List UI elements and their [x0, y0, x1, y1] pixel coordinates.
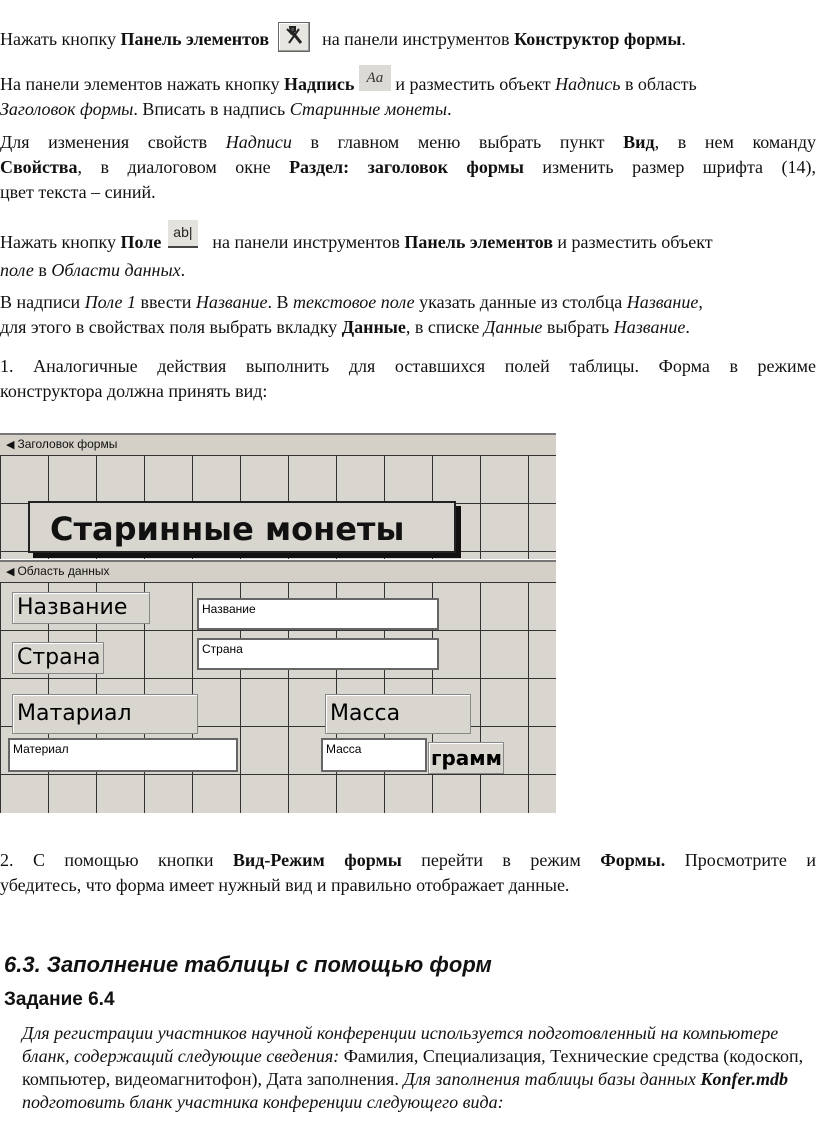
label-tool-icon: Aa — [359, 65, 391, 91]
label-country[interactable]: Страна — [12, 642, 104, 674]
instruction-5: В надписи Поле 1 ввести Название. В текстовое поле указать данные из столбца Название, для этого в свойствах поля выбрать вкладку Данные, в списке Данные выбрать Название. — [0, 292, 703, 337]
label-unit-gram[interactable]: грамм — [428, 742, 504, 774]
task-heading-6-4: Задание 6.4 — [4, 989, 115, 1010]
hammer-toolbox-icon — [278, 22, 310, 52]
header-grid — [0, 455, 556, 559]
section-heading-6-3: 6.3. Заполнение таблицы с помощью форм — [4, 952, 492, 977]
section-header-form-header[interactable]: ◀ Заголовок формы — [0, 433, 556, 456]
field-country[interactable]: Страна — [197, 638, 439, 670]
textbox-tool-icon: ab| — [168, 220, 198, 248]
instruction-3: Для изменения свойств Надписи в главном меню выбрать пункт Вид, в нем команду Свойства, в диалоговом окне Раздел: заголовок формы изменить размер шрифта (14), цвет текста – синий. — [0, 132, 816, 202]
instruction-4: Нажать кнопку Поле ab| на панели инструментов Панель элементов и разместить объект поле в Области данных. — [0, 230, 816, 283]
instruction-7: 2. С помощью кнопки Вид-Режим формы перейти в режим Формы. Просмотрите и убедитесь, что форма имеет нужный вид и правильно отображает данные. — [0, 850, 816, 895]
arrow-left-icon: ◀ — [6, 566, 15, 578]
instruction-6: 1. Аналогичные действия выполнить для оставшихся полей таблицы. Форма в режиме конструктора должна принять вид: — [0, 356, 816, 401]
field-material[interactable]: Материал — [8, 738, 238, 772]
instruction-1: Нажать кнопку Панель элементов на панели инструментов Конструктор формы. — [0, 26, 816, 56]
tab-label-material[interactable]: Матариал — [12, 694, 198, 734]
field-mass[interactable]: Масса — [321, 738, 427, 772]
section-header-detail[interactable]: ◀ Область данных — [0, 560, 556, 583]
detail-grid — [0, 582, 556, 813]
label-name[interactable]: Название — [12, 592, 150, 624]
tab-label-mass[interactable]: Масса — [325, 694, 471, 734]
title-label[interactable]: Старинные монеты — [28, 501, 456, 553]
task-description: Для регистрации участников научной конференции используется подготовленный на компьютере бланк, содержащий следующие сведения: Фамилия, Специализация, Технические средства (кодоскоп, компьютер, видеомагнитофон), Дата заполнения. Для заполнения таблицы базы данных Konfer.mdb подготовить бланк участника конференции следующего вида: — [22, 1023, 804, 1112]
form-designer — [0, 433, 556, 813]
arrow-left-icon: ◀ — [6, 439, 15, 451]
instruction-2: На панели элементов нажать кнопку Надпись Aa и разместить объект Надпись в область Заголовок формы. Вписать в надпись Старинные монеты. — [0, 72, 816, 122]
field-name[interactable]: Название — [197, 598, 439, 630]
